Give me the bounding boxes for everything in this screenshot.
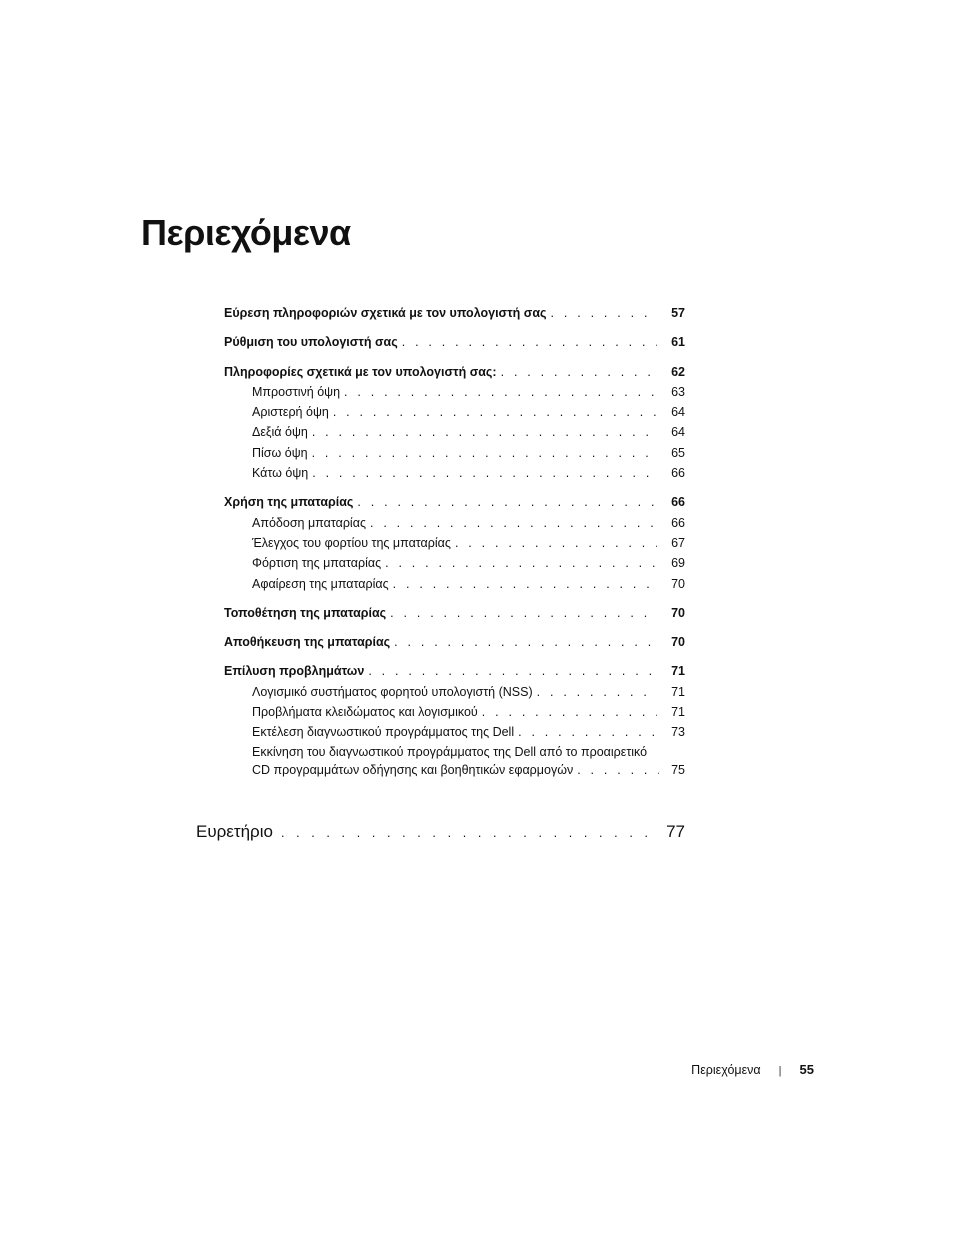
toc-page-number: 66	[671, 466, 685, 481]
footer-section-title: Περιεχόμενα	[691, 1063, 761, 1077]
toc-entry-label: Αποθήκευση της μπαταρίας	[224, 635, 391, 650]
toc-entry-line2	[252, 761, 685, 779]
dot-leader	[312, 443, 657, 463]
toc-entry-label: Κάτω όψη	[252, 466, 309, 481]
toc-page-number: 65	[671, 445, 685, 460]
toc-entry-main[interactable]	[224, 603, 685, 623]
toc-entry-main[interactable]	[224, 492, 685, 512]
dot-leader	[385, 553, 657, 573]
toc-section	[224, 632, 685, 652]
toc-page-number: 66	[671, 495, 685, 510]
toc-page-number: 71	[671, 705, 685, 720]
toc-entry-sub[interactable]	[224, 443, 685, 463]
toc-entry-label: Λογισμικό συστήματος φορητού υπολογιστή (NSS)	[252, 684, 533, 699]
dot-leader	[537, 682, 657, 702]
toc-entry-sub[interactable]	[224, 574, 685, 594]
toc-entry-sub[interactable]	[224, 702, 685, 722]
toc-entry-label: Φόρτιση της μπαταρίας	[252, 556, 382, 571]
dot-leader	[390, 603, 657, 623]
toc-page-number: 70	[671, 576, 685, 591]
page-footer	[691, 1062, 814, 1077]
toc-entry-sub[interactable]	[224, 402, 685, 422]
toc-page-number: 57	[671, 306, 685, 320]
table-of-contents	[224, 303, 685, 788]
footer-separator: |	[778, 1065, 782, 1077]
toc-page-number: 70	[671, 605, 685, 620]
toc-page-number: 62	[671, 364, 685, 379]
dot-leader	[501, 362, 657, 382]
toc-page-number: 71	[671, 664, 685, 679]
dot-leader	[551, 303, 657, 323]
toc-section	[224, 603, 685, 623]
dot-leader	[333, 402, 657, 422]
toc-entry-label-line2: CD προγραμμάτων οδήγησης και βοηθητικών εφαρμογών	[252, 762, 574, 777]
toc-section	[224, 303, 685, 323]
toc-page-number: 64	[671, 425, 685, 440]
dot-leader	[455, 533, 657, 553]
dot-leader	[402, 332, 657, 352]
toc-entry-label: Έλεγχος του φορτίου της μπαταρίας	[252, 535, 451, 550]
toc-entry-sub[interactable]	[224, 463, 685, 483]
index-label: Ευρετήριο	[196, 822, 273, 841]
toc-page-number: 61	[671, 335, 685, 350]
toc-entry-main[interactable]	[224, 303, 685, 323]
toc-page-number: 63	[671, 384, 685, 399]
dot-leader	[368, 661, 657, 681]
dot-leader	[482, 702, 657, 722]
toc-entry-sub[interactable]	[224, 422, 685, 442]
toc-page-number: 64	[671, 405, 685, 420]
toc-entry-label: Απόδοση μπαταρίας	[252, 515, 366, 530]
toc-entry-label: Εκτέλεση διαγνωστικού προγράμματος της Dell	[252, 725, 515, 740]
toc-entry-label: Μπροστινή όψη	[252, 384, 341, 399]
toc-page-number: 70	[671, 635, 685, 650]
toc-entry-label: Πίσω όψη	[252, 445, 308, 460]
page-title: Περιεχόμενα	[141, 212, 351, 253]
toc-entry-index[interactable]	[196, 822, 685, 842]
toc-entry-sub-multiline[interactable]	[224, 743, 685, 779]
toc-entry-sub[interactable]	[224, 722, 685, 742]
toc-entry-main[interactable]	[224, 632, 685, 652]
toc-entry-sub[interactable]	[224, 553, 685, 573]
toc-entry-sub[interactable]	[224, 682, 685, 702]
dot-leader	[577, 761, 659, 779]
index-page-number: 77	[666, 822, 685, 841]
toc-section	[224, 362, 685, 484]
dot-leader	[370, 513, 657, 533]
dot-leader	[518, 722, 657, 742]
toc-entry-sub[interactable]	[224, 513, 685, 533]
toc-entry-sub[interactable]	[224, 533, 685, 553]
toc-section	[224, 492, 685, 593]
toc-page-number: 75	[671, 762, 685, 777]
toc-page-number: 67	[671, 535, 685, 550]
toc-entry-sub[interactable]	[224, 382, 685, 402]
dot-leader	[344, 382, 657, 402]
toc-section	[224, 661, 685, 778]
toc-entry-main[interactable]	[224, 332, 685, 352]
toc-entry-label: Επίλυση προβλημάτων	[224, 664, 365, 679]
footer-page-number: 55	[799, 1062, 814, 1077]
toc-page-number: 66	[671, 515, 685, 530]
dot-leader	[357, 492, 657, 512]
toc-entry-label: Δεξιά όψη	[252, 425, 308, 440]
toc-entry-label: Αριστερή όψη	[252, 405, 329, 420]
toc-entry-label: Αφαίρεση της μπαταρίας	[252, 576, 389, 591]
toc-section	[224, 332, 685, 352]
toc-entry-label-line1: Εκκίνηση του διαγνωστικού προγράμματος της Dell από το προαιρετικό	[252, 744, 648, 759]
dot-leader	[312, 463, 657, 483]
toc-page-number: 73	[671, 725, 685, 740]
dot-leader	[393, 574, 657, 594]
toc-entry-label: Εύρεση πληροφοριών σχετικά με τον υπολογιστή σας	[224, 306, 547, 320]
toc-entry-main[interactable]	[224, 362, 685, 382]
dot-leader	[312, 422, 657, 442]
toc-entry-label: Πληροφορίες σχετικά με τον υπολογιστή σας:	[224, 364, 497, 379]
toc-entry-main[interactable]	[224, 661, 685, 681]
toc-entry-label: Προβλήματα κλειδώματος και λογισμικού	[252, 705, 478, 720]
toc-entry-label: Ρύθμιση του υπολογιστή σας	[224, 335, 398, 350]
toc-page-number: 71	[671, 684, 685, 699]
dot-leader	[281, 826, 658, 840]
dot-leader	[394, 632, 657, 652]
toc-entry-label: Τοποθέτηση της μπαταρίας	[224, 605, 387, 620]
toc-entry-label: Χρήση της μπαταρίας	[224, 495, 354, 510]
toc-page-number: 69	[671, 556, 685, 571]
